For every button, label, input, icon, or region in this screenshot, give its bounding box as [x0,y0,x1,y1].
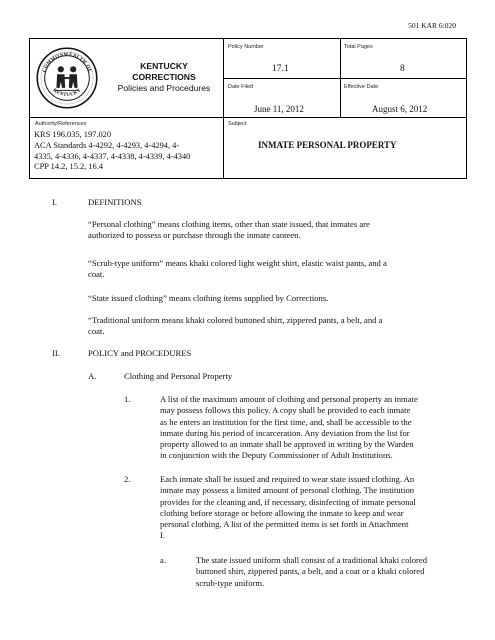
total-pages-label: Total Pages [344,44,373,50]
definition-line: “Personal clothing” means clothing items, other than state issued, that inmates are [88,219,370,229]
header-right-border [466,38,467,179]
org-line-policies: Policies and Procedures [117,83,211,93]
kentucky-seal-icon [36,47,98,109]
definition-line: coat. [88,269,105,280]
paragraph-line: personal clothing. A list of the permitted items is set forth in Attachment [160,519,409,530]
authority-references [34,130,190,173]
header-top-border [29,38,467,39]
section-2-title: POLICY and PROCEDURES [88,348,192,358]
paragraph-line: in conjunction with the Deputy Commissioner of Adult Institutions. [160,450,393,461]
policy-number-label: Policy Number [228,44,264,50]
effective-date-label: Effective Date [344,84,379,90]
definition-line: coat. [88,326,105,337]
date-filed: June 11, 2012 [254,104,304,114]
paragraph-line: buttoned shirt, zippered pants, a belt, and a coat or a khaki colored [196,566,425,577]
paragraph-line: clothing before storage or before allowing the inmate to keep and wear [160,507,404,518]
paragraph-line: Each inmate shall be issued and required to wear state issued clothing. An [160,474,415,484]
policy-number: 17.1 [272,64,289,74]
seal-text-bottom: KENTUCKY [51,87,83,99]
organization-name [108,61,220,94]
seal-text-top: COMMONWEALTH OF [42,52,92,74]
definition-scrub-uniform [88,258,440,281]
authority-label: Authority/References [35,121,87,127]
paragraph-1-text [160,394,442,462]
effective-date: August 6, 2012 [372,104,428,114]
definition-line: authorized to possess or purchase through the inmate canteen. [88,230,301,241]
header-vertical-divider [223,38,224,179]
paragraph-line: scrub-type uniform. [196,577,265,588]
definition-line: “Traditional uniform means khaki colored buttoned shirt, zippered pants, a belt, and a [88,315,383,325]
section-2-number: II. [52,348,60,358]
subject-title: INMATE PERSONAL PROPERTY [258,140,397,150]
paragraph-line: inmate during his period of incarceration. Any deviation from the list for [160,427,410,438]
authority-line: CPP 14.2, 15.2, 16.4 [34,162,104,172]
paragraph-line: I. [160,530,166,541]
paragraph-2-number: 2. [124,474,131,484]
paragraph-line: A list of the maximum amount of clothing and personal property an inmate [160,394,418,404]
authority-line: KRS 196.035, 197.020 [34,130,112,139]
definition-traditional-uniform [88,315,440,338]
org-line-kentucky: KENTUCKY [140,61,188,71]
header-row-divider [223,78,467,79]
subsection-a-letter: A. [88,371,97,381]
paragraph-line: The state issued uniform shall consist of a traditional khaki colored [196,555,428,565]
paragraph-line: provides for the cleaning and, if necessary, disinfecting of inmate personal [160,496,416,507]
paragraph-1-number: 1. [124,394,131,404]
header-left-border [29,38,30,179]
subsection-a-title: Clothing and Personal Property [124,371,233,381]
paragraph-2a-text [196,555,442,589]
paragraph-line: may possess follows this policy. A copy shall be provided to each inmate [160,405,411,416]
date-filed-label: Date Filed [228,84,254,90]
total-pages: 8 [400,64,405,74]
definition-state-issued: “State issued clothing” means clothing items supplied by Corrections. [88,293,329,303]
authority-line: ACA Standards 4-4292, 4-4293, 4-4294, 4- [34,140,180,150]
regulation-reference: 501 KAR 6:020 [408,21,456,30]
section-1-title: DEFINITIONS [88,197,142,207]
definition-personal-clothing [88,219,440,242]
paragraph-2a-letter: a. [160,555,166,565]
header-middle-border [29,117,467,118]
org-line-corrections: CORRECTIONS [132,72,196,82]
paragraph-line: inmate may possess a limited amount of personal clothing. The institution [160,485,415,496]
section-1-number: I. [52,197,58,207]
authority-line: 4335, 4-4336, 4-4337, 4-4338, 4-4339, 4-4340 [34,151,191,161]
svg-text:COMMONWEALTH OF [42,53,91,74]
subject-label: Subject [228,121,247,127]
paragraph-line: as he enters an institution for the first time, and, shall be accessible to the [160,416,412,427]
paragraph-2-text [160,474,442,542]
definition-line: “Scrub-type uniform” means khaki colored light weight shirt, elastic waist pants, and a [88,258,387,268]
paragraph-line: property allowed to an inmate shall be approved in writing by the Warden [160,439,414,450]
svg-text:KENTUCKY [52,88,83,98]
header-bottom-border [29,178,467,179]
